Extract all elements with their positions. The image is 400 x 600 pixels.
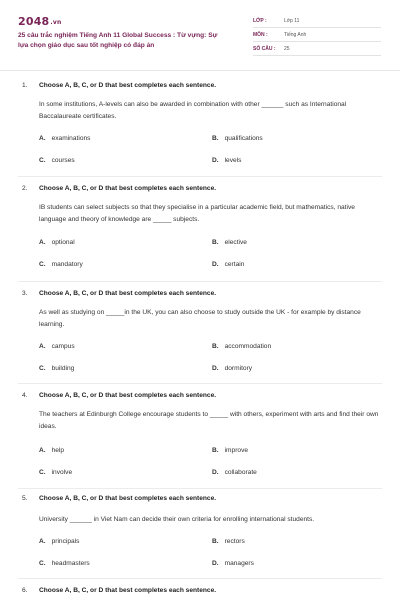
question-5: [18, 495, 382, 567]
question-header: [18, 495, 382, 505]
question-instruction: Choose A, B, C, or D that best completes each sentence.: [39, 495, 217, 502]
option-b[interactable]: [212, 538, 245, 545]
meta-key: SỐ CÂU :: [253, 46, 276, 52]
option-text: levels: [224, 157, 242, 164]
option-text: examinations: [51, 135, 91, 142]
question-text: As well as studying on _____in the UK, you can also choose to study outside the UK - for example by distance learning.: [39, 309, 361, 328]
question-header: [18, 392, 382, 402]
question-6: [18, 587, 382, 597]
meta-value: Tiếng Anh: [284, 32, 307, 38]
option-letter: A.: [39, 343, 46, 350]
question-3: [18, 290, 382, 372]
option-d[interactable]: [212, 157, 241, 164]
meta-row-count: [253, 42, 381, 56]
option-letter: C.: [39, 560, 46, 567]
option-d[interactable]: [212, 560, 254, 567]
question-text: The teachers at Edinburgh College encourage students to _____ with others, experiment with arts and find their own ideas.: [39, 411, 379, 430]
option-a[interactable]: [39, 447, 64, 454]
meta-key: MÔN :: [253, 32, 268, 38]
question-divider: [18, 383, 382, 384]
option-text: qualifications: [224, 135, 263, 142]
question-divider: [18, 281, 382, 282]
question-divider: [18, 488, 382, 489]
option-letter: D.: [212, 469, 219, 476]
question-number: 1.: [22, 82, 28, 89]
option-b[interactable]: [212, 343, 271, 350]
option-text: certain: [224, 261, 245, 268]
option-c[interactable]: [39, 157, 75, 164]
meta-value: 25: [284, 46, 290, 52]
option-a[interactable]: [39, 239, 75, 246]
question-divider: [18, 176, 382, 177]
option-text: principals: [51, 538, 80, 545]
option-letter: C.: [39, 261, 46, 268]
option-letter: C.: [39, 469, 46, 476]
document-title: 25 câu trắc nghiệm Tiếng Anh 11 Global Success : Từ vựng: Sự lựa chọn giáo dục sau tốt nghiệp có đáp án: [18, 32, 218, 49]
logo-text: 2048: [18, 15, 50, 28]
meta-row-class: [253, 14, 381, 28]
option-letter: A.: [39, 239, 46, 246]
option-text: courses: [51, 157, 75, 164]
option-letter: B.: [212, 135, 219, 142]
option-c[interactable]: [39, 365, 74, 372]
option-text: optional: [51, 239, 75, 246]
option-b[interactable]: [212, 447, 248, 454]
option-letter: A.: [39, 135, 46, 142]
page-header: [0, 0, 400, 66]
question-2: [18, 185, 382, 268]
option-letter: B.: [212, 343, 219, 350]
question-instruction: Choose A, B, C, or D that best completes each sentence.: [39, 587, 217, 594]
meta-key: LỚP :: [253, 18, 267, 24]
option-text: building: [51, 365, 75, 372]
option-letter: B.: [212, 538, 219, 545]
question-header: [18, 587, 382, 597]
option-b[interactable]: [212, 239, 247, 246]
option-text: managers: [224, 560, 254, 567]
meta-row-subject: [253, 28, 381, 42]
option-text: help: [51, 447, 65, 454]
question-number: 4.: [22, 392, 28, 399]
option-d[interactable]: [212, 469, 257, 476]
question-4: [18, 392, 382, 476]
option-letter: A.: [39, 447, 46, 454]
question-number: 2.: [22, 185, 28, 192]
option-letter: D.: [212, 365, 219, 372]
question-1: [18, 82, 382, 164]
option-text: campus: [51, 343, 75, 350]
header-divider: [0, 70, 400, 71]
question-header: [18, 185, 382, 195]
question-text: IB students can select subjects so that they specialise in a particular academic field, but mathematics, native language and theory of knowledge are _____ subjects.: [39, 204, 355, 223]
option-letter: B.: [212, 447, 219, 454]
option-letter: B.: [212, 239, 219, 246]
question-instruction: Choose A, B, C, or D that best completes each sentence.: [39, 290, 217, 297]
option-a[interactable]: [39, 135, 90, 142]
option-a[interactable]: [39, 343, 75, 350]
option-c[interactable]: [39, 560, 90, 567]
option-text: headmasters: [51, 560, 90, 567]
option-a[interactable]: [39, 538, 79, 545]
option-c[interactable]: [39, 261, 83, 268]
option-c[interactable]: [39, 469, 72, 476]
option-text: collaborate: [224, 469, 257, 476]
option-letter: D.: [212, 157, 219, 164]
option-b[interactable]: [212, 135, 263, 142]
option-text: accommodation: [224, 343, 272, 350]
meta-value: Lớp 11: [284, 18, 300, 24]
question-header: [18, 290, 382, 300]
option-d[interactable]: [212, 261, 244, 268]
question-instruction: Choose A, B, C, or D that best completes each sentence.: [39, 185, 217, 192]
question-text: In some institutions, A-levels can also be awarded in combination with other ______ such as International Baccalaureate certificates.: [39, 101, 347, 120]
question-divider: [18, 578, 382, 579]
option-text: dormitory: [224, 365, 253, 372]
logo-suffix: .vn: [50, 19, 62, 26]
question-text: University ______ in Viet Nam can decide their own criteria for enrolling international students.: [39, 516, 315, 523]
question-number: 5.: [22, 495, 28, 502]
question-instruction: Choose A, B, C, or D that best completes each sentence.: [39, 82, 217, 89]
option-text: elective: [224, 239, 247, 246]
option-d[interactable]: [212, 365, 252, 372]
option-text: mandatory: [51, 261, 83, 268]
option-letter: D.: [212, 560, 219, 567]
option-text: rectors: [224, 538, 245, 545]
option-letter: D.: [212, 261, 219, 268]
question-number: 6.: [22, 587, 28, 594]
option-text: involve: [51, 469, 73, 476]
site-logo[interactable]: [18, 15, 61, 28]
question-header: [18, 82, 382, 92]
option-letter: A.: [39, 538, 46, 545]
question-number: 3.: [22, 290, 28, 297]
option-letter: C.: [39, 365, 46, 372]
option-letter: C.: [39, 157, 46, 164]
option-text: improve: [224, 447, 249, 454]
question-instruction: Choose A, B, C, or D that best completes each sentence.: [39, 392, 217, 399]
